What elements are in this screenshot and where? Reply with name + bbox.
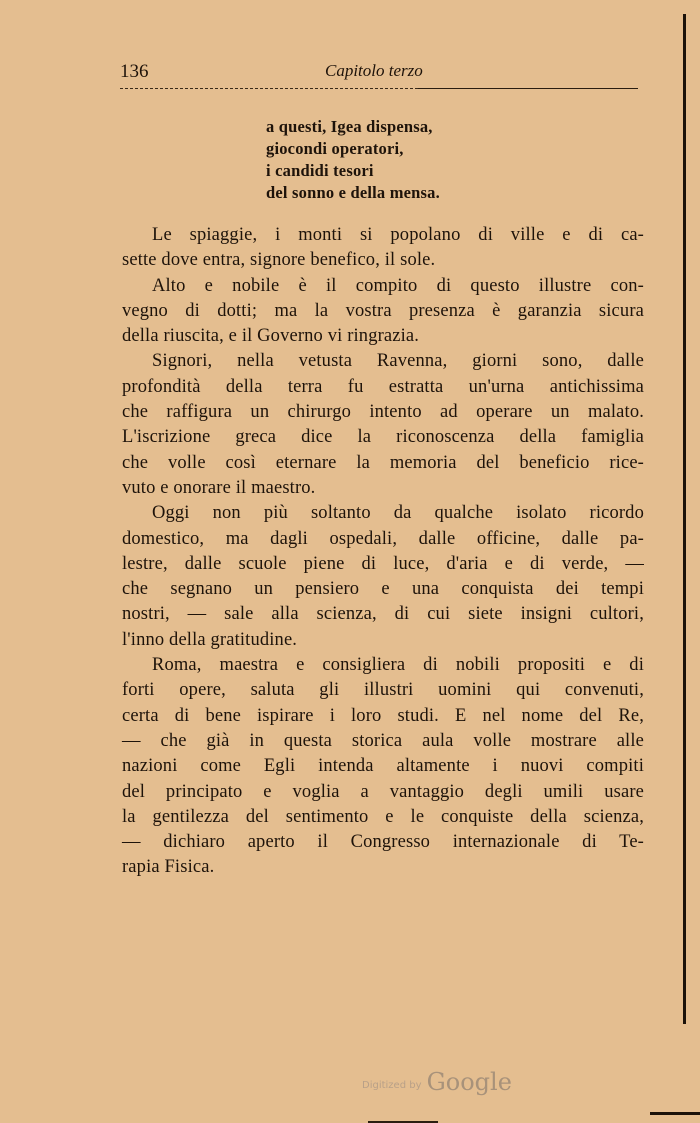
- text-line: che raffigura un chirurgo intento ad operare un malato.: [122, 402, 644, 423]
- text-line: forti opere, saluta gli illustri uomini qui convenuti,: [122, 680, 644, 701]
- text-line: del principato e voglia a vantaggio degli umili usare: [122, 781, 644, 802]
- text-line: la gentilezza del sentimento e le conquiste della scienza,: [122, 806, 644, 827]
- text-line: nazioni come Egli intenda altamente i nuovi compiti: [122, 756, 644, 777]
- poem-line: del sonno e della mensa.: [266, 183, 440, 202]
- text-line: rapia Fisica.: [122, 857, 215, 878]
- text-line: — dichiaro aperto il Congresso internazionale di Te-: [122, 832, 644, 853]
- text-line: L'iscrizione greca dice la riconoscenza della famiglia: [122, 427, 644, 448]
- text-line: che segnano un pensiero e una conquista dei tempi: [122, 579, 644, 600]
- poem-line: i candidi tesori: [266, 161, 374, 180]
- text-line: Oggi non più soltanto da qualche isolato ricordo: [152, 503, 644, 524]
- text-line: che volle così eternare la memoria del beneficio rice-: [122, 452, 644, 473]
- page-edge-bottom: [650, 1112, 700, 1115]
- text-line: certa di bene ispirare i loro studi. E nel nome del Re,: [122, 705, 644, 726]
- page-edge-right: [683, 14, 686, 1024]
- running-head: Capitolo terzo: [325, 61, 423, 80]
- text-line: domestico, ma dagli ospedali, dalle officine, dalle pa-: [122, 528, 644, 549]
- text-line: vegno di dotti; ma la vostra presenza è garanzia sicura: [122, 300, 644, 321]
- text-line: nostri, — sale alla scienza, di cui siete insigni cultori,: [122, 604, 644, 625]
- text-line: della riuscita, e il Governo vi ringrazia.: [122, 326, 420, 347]
- text-line: sette dove entra, signore benefico, il sole.: [122, 250, 436, 271]
- google-logo: Google: [426, 1068, 512, 1096]
- text-line: Roma, maestra e consigliera di nobili propositi e di: [152, 655, 644, 676]
- text-line: profondità della terra fu estratta un'urna antichissima: [122, 376, 644, 397]
- poem-line: giocondi operatori,: [266, 139, 404, 158]
- text-line: Signori, nella vetusta Ravenna, giorni sono, dalle: [152, 351, 644, 372]
- text-line: lestre, dalle scuole piene di luce, d'aria e di verde, —: [122, 553, 644, 574]
- text-line: — che già in questa storica aula volle mostrare alle: [122, 730, 644, 751]
- text-line: Alto e nobile è il compito di questo illustre con-: [152, 275, 644, 296]
- poem-stanza: [266, 116, 440, 204]
- page-number: 136: [120, 61, 149, 82]
- page-header: [120, 57, 640, 87]
- watermark-prefix: Digitized by: [362, 1080, 422, 1091]
- text-line: Le spiaggie, i monti si popolano di ville e di ca-: [152, 225, 644, 245]
- header-rule-solid: [418, 88, 638, 89]
- text-line: vuto e onorare il maestro.: [122, 477, 316, 498]
- text-line: l'inno della gratitudine.: [122, 629, 298, 650]
- poem-line: a questi, Igea dispensa,: [266, 117, 433, 136]
- body-text: [122, 223, 644, 881]
- digitization-watermark: [362, 1068, 512, 1096]
